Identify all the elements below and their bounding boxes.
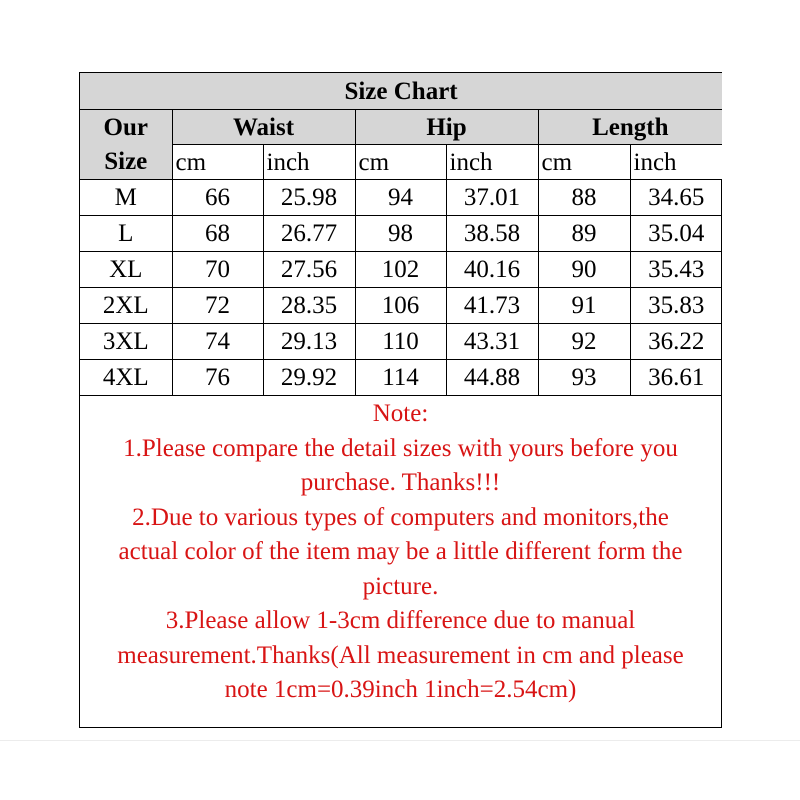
size-cell: 2XL xyxy=(80,288,172,324)
hip-inch-cell: 41.73 xyxy=(446,288,538,324)
length-cm-cell: 90 xyxy=(538,252,630,288)
waist-cm-cell: 72 xyxy=(172,288,263,324)
hip-cm-cell: 102 xyxy=(355,252,446,288)
size-chart xyxy=(79,72,722,728)
unit-header-row xyxy=(80,145,722,180)
waist-inch-cell: 29.13 xyxy=(263,324,355,360)
hip-cm-cell: 114 xyxy=(355,360,446,396)
size-cell: L xyxy=(80,216,172,252)
bottom-divider xyxy=(0,740,800,741)
unit-header-hip-cm: cm xyxy=(355,145,446,180)
hip-cm-cell: 106 xyxy=(355,288,446,324)
table-row xyxy=(80,288,722,324)
table-row xyxy=(80,252,722,288)
table-row xyxy=(80,360,722,396)
unit-header-length-inch: inch xyxy=(630,145,722,180)
title-row xyxy=(80,73,722,110)
note-line: 3.Please allow 1-3cm difference due to manual xyxy=(165,607,636,634)
hip-cm-cell: 94 xyxy=(355,180,446,216)
length-inch-cell: 36.61 xyxy=(630,360,722,396)
hip-inch-cell: 43.31 xyxy=(446,324,538,360)
waist-cm-cell: 68 xyxy=(172,216,263,252)
waist-inch-cell: 27.56 xyxy=(263,252,355,288)
waist-inch-cell: 29.92 xyxy=(263,360,355,396)
table-row xyxy=(80,216,722,252)
table-title: Size Chart xyxy=(80,73,722,110)
length-cm-cell: 93 xyxy=(538,360,630,396)
note-heading: Note: xyxy=(372,400,429,427)
note-line: measurement.Thanks(All measurement in cm and please xyxy=(117,641,684,669)
length-inch-cell: 35.04 xyxy=(630,216,722,252)
notes-section xyxy=(80,397,721,708)
length-cm-cell: 91 xyxy=(538,288,630,324)
waist-inch-cell: 25.98 xyxy=(263,180,355,216)
note-line: purchase. Thanks!!! xyxy=(300,469,501,496)
hip-cm-cell: 98 xyxy=(355,216,446,252)
table-row xyxy=(80,180,722,216)
size-cell: 4XL xyxy=(80,360,172,396)
waist-header: Waist xyxy=(172,110,355,145)
note-line: picture. xyxy=(362,572,439,600)
length-cm-cell: 88 xyxy=(538,180,630,216)
waist-inch-cell: 26.77 xyxy=(263,216,355,252)
table-row xyxy=(80,324,722,360)
waist-inch-cell: 28.35 xyxy=(263,288,355,324)
size-header-line1: Our xyxy=(103,113,148,141)
hip-header: Hip xyxy=(355,110,538,145)
size-column-header xyxy=(80,110,172,180)
size-cell: XL xyxy=(80,252,172,288)
length-inch-cell: 35.43 xyxy=(630,252,722,288)
length-header: Length xyxy=(538,110,722,145)
hip-inch-cell: 38.58 xyxy=(446,216,538,252)
note-line: 2.Due to various types of computers and monitors,the xyxy=(132,503,669,531)
note-line: 1.Please compare the detail sizes with yours before you xyxy=(123,434,678,462)
hip-cm-cell: 110 xyxy=(355,324,446,360)
size-cell: 3XL xyxy=(80,324,172,360)
waist-cm-cell: 66 xyxy=(172,180,263,216)
unit-header-waist-cm: cm xyxy=(172,145,263,180)
length-cm-cell: 89 xyxy=(538,216,630,252)
length-cm-cell: 92 xyxy=(538,324,630,360)
note-line: note 1cm=0.39inch 1inch=2.54cm) xyxy=(224,676,577,703)
waist-cm-cell: 76 xyxy=(172,360,263,396)
length-inch-cell: 34.65 xyxy=(630,180,722,216)
length-inch-cell: 35.83 xyxy=(630,288,722,324)
unit-header-hip-inch: inch xyxy=(446,145,538,180)
unit-header-waist-inch: inch xyxy=(263,145,355,180)
hip-inch-cell: 44.88 xyxy=(446,360,538,396)
waist-cm-cell: 70 xyxy=(172,252,263,288)
size-table xyxy=(80,73,722,396)
hip-inch-cell: 40.16 xyxy=(446,252,538,288)
unit-header-length-cm: cm xyxy=(538,145,630,180)
size-cell: M xyxy=(80,180,172,216)
waist-cm-cell: 74 xyxy=(172,324,263,360)
length-inch-cell: 36.22 xyxy=(630,324,722,360)
size-header-line2: Size xyxy=(104,147,148,175)
hip-inch-cell: 37.01 xyxy=(446,180,538,216)
note-line: actual color of the item may be a little different form the xyxy=(118,538,683,565)
group-header-row xyxy=(80,110,722,145)
